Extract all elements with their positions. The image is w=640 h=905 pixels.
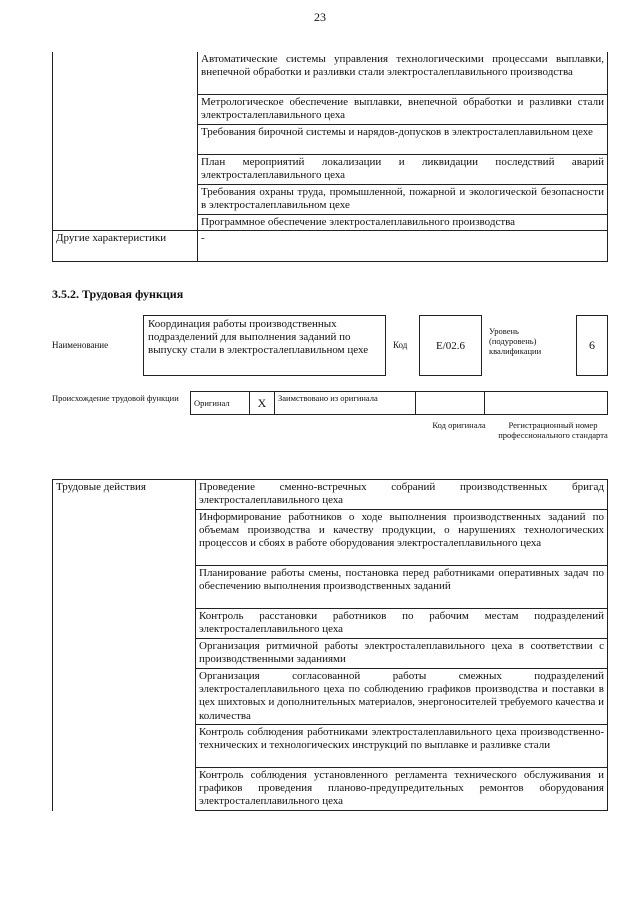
knowledge-table	[52, 52, 608, 262]
action-item: Организация ритмичной работы электросталеплавильного цеха в соответствии с производственными заданиями	[196, 639, 608, 669]
code-label: Код	[393, 340, 408, 350]
action-item: Контроль соблюдения работниками электросталеплавильного цеха производственно-технических и технологических инструкций по выплавке и разливке стали	[196, 725, 608, 768]
table-left-cell-empty	[53, 52, 198, 231]
actions-label: Трудовые действия	[53, 480, 196, 811]
action-item: Планирование работы смены, постановка перед работниками оперативных задач по обеспечению выполнения производственных заданий	[196, 566, 608, 609]
function-level: 6	[576, 315, 608, 376]
origin-code-cell	[415, 391, 485, 415]
borrowed-label: Заимствовано из оригинала	[274, 391, 416, 415]
list-item: Программное обеспечение электросталеплавильного производства	[198, 215, 608, 231]
function-name: Координация работы производственных подразделений для выполнения заданий по выпуску стали в электросталеплавильном цехе	[143, 315, 386, 376]
reg-caption: Регистрационный номер профессионального стандарта	[498, 420, 608, 440]
other-characteristics-value: -	[198, 231, 608, 262]
action-item: Организация согласованной работы смежных подразделений электросталеплавильного цеха по соблюдению графиков производства и поставки в цех шихтовых и дополнительных материалов, энергоносителей требуемого качества и количества	[196, 669, 608, 725]
level-label: Уровень (подуровень) квалификации	[489, 326, 542, 356]
origin-label: Происхождение трудовой функции	[52, 393, 179, 403]
list-item: Автоматические системы управления технологическими процессами выплавки, внепечной обработки и разливки стали электросталеплавильного производства	[198, 52, 608, 95]
origin-reg-cell	[484, 391, 608, 415]
list-item: План мероприятий локализации и ликвидации последствий аварий электросталеплавильного цеха	[198, 155, 608, 185]
list-item: Метрологическое обеспечение выплавки, внепечной обработки и разливки стали электросталеплавильного цеха	[198, 95, 608, 125]
action-item: Информирование работников о ходе выполнения производственных заданий по объемам производства и качеству продукции, о нарушениях технологических процессов и сбоях в работе оборудования электросталеплавильного цеха	[196, 510, 608, 566]
other-characteristics-label: Другие характеристики	[53, 231, 198, 262]
code-caption: Код оригинала	[432, 420, 486, 430]
original-label: Оригинал	[190, 391, 250, 415]
page-number: 23	[314, 10, 326, 24]
action-item: Контроль соблюдения установленного регламента технического обслуживания и графиков проведения планово-предупредительных ремонтов оборудования электросталеплавильного цеха	[196, 768, 608, 811]
action-item: Контроль расстановки работников по рабочим местам подразделений электросталеплавильного цеха	[196, 609, 608, 639]
action-item: Проведение сменно-встречных собраний производственных бригад электросталеплавильного цеха	[196, 480, 608, 510]
function-code: Е/02.6	[419, 315, 482, 376]
section-heading: 3.5.2. Трудовая функция	[52, 287, 184, 301]
list-item: Требования бирочной системы и нарядов-допусков в электросталеплавильном цехе	[198, 125, 608, 155]
name-label: Наименование	[52, 340, 109, 350]
original-mark: X	[249, 391, 275, 415]
list-item: Требования охраны труда, промышленной, пожарной и экологической безопасности в электросталеплавильном цехе	[198, 185, 608, 215]
actions-table	[52, 479, 608, 811]
